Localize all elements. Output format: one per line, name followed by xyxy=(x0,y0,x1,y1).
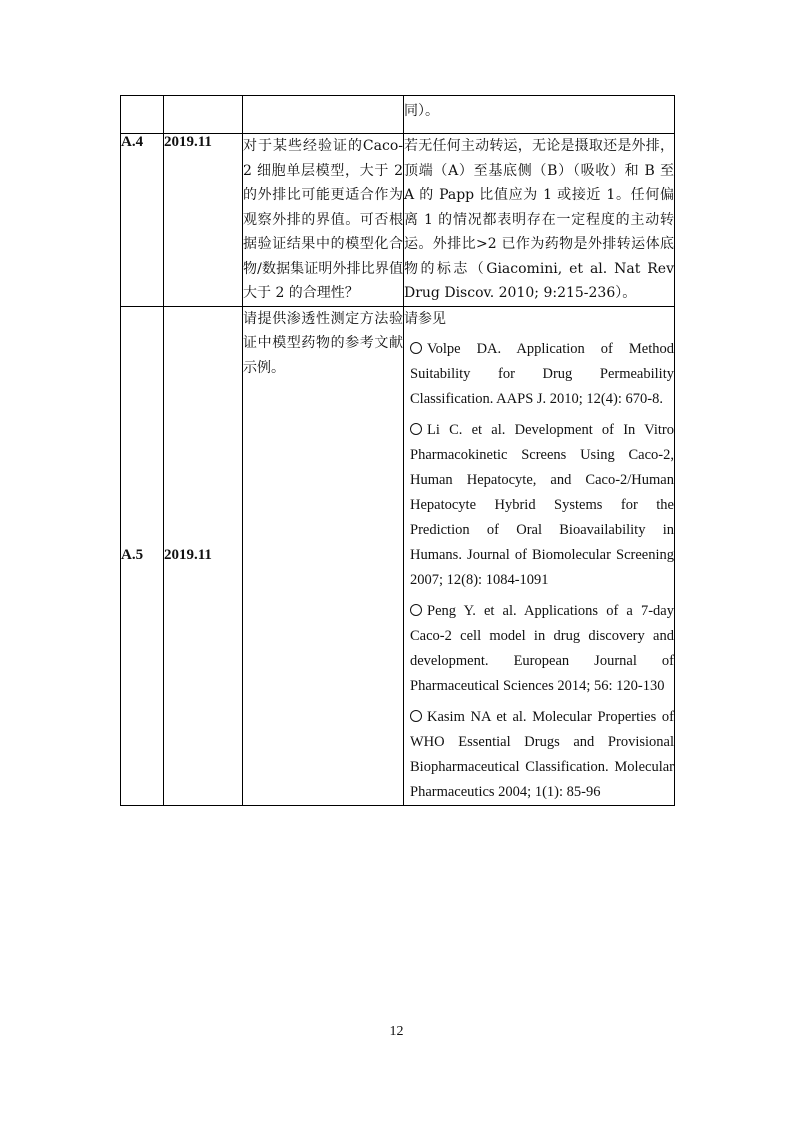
reference-item xyxy=(410,599,674,699)
row-date: 2019.11 xyxy=(164,306,243,806)
reference-item xyxy=(410,337,674,412)
row-date: 2019.11 xyxy=(164,134,243,307)
reference-text: Volpe DA. Application of Method Suitability for Drug Permeability Classification. AAPS J. 2010; 12(4): 670-8. xyxy=(410,341,674,407)
answer-intro: 请参见 xyxy=(404,310,446,327)
row-number xyxy=(121,96,164,134)
answer-cell: 若无任何主动转运，无论是摄取还是外排，顶端（A）至基底侧（B）（吸收）和 B 至 A 的 Papp 比值应为 1 或接近 1。任何偏离 1 的情况都表明存在一定程度的主动转运。外排比>2 已作为药物是外排转运体底物的标志（Giacomini, et al. Nat Rev Drug Discov. 2010; 9:215-236）。 xyxy=(404,134,675,307)
page-number: 12 xyxy=(389,1024,404,1039)
answer-cell xyxy=(404,306,675,806)
row-number: A.4 xyxy=(121,134,164,307)
question-cell: 对于某些经验证的Caco-2 细胞单层模型，大于 2 的外排比可能更适合作为观察外排的界值。可否根据验证结果中的模型化合物/数据集证明外排比界值大于 2 的合理性？ xyxy=(243,134,404,307)
table-row xyxy=(121,96,675,134)
circle-bullet-icon xyxy=(410,604,422,616)
row-number: A.5 xyxy=(121,306,164,806)
reference-text: Kasim NA et al. Molecular Properties of WHO Essential Drugs and Provisional Biopharmaceutical Classification. Molecular Pharmaceutics 2004; 1(1): 85-96 xyxy=(410,709,674,800)
reference-text: Peng Y. et al. Applications of a 7-day Caco-2 cell model in drug discovery and development. European Journal of Pharmaceutical Sciences 2014; 56: 120-130 xyxy=(410,603,674,694)
question-cell: 请提供渗透性测定方法验证中模型药物的参考文献示例。 xyxy=(243,306,404,806)
table-row xyxy=(121,306,675,806)
qa-table xyxy=(120,95,675,806)
question-cell xyxy=(243,96,404,134)
table-row xyxy=(121,134,675,307)
reference-item xyxy=(410,705,674,805)
circle-bullet-icon xyxy=(410,710,422,722)
answer-cell: 同）。 xyxy=(404,96,675,134)
circle-bullet-icon xyxy=(410,342,422,354)
reference-text: Li C. et al. Development of In Vitro Pharmacokinetic Screens Using Caco-2, Human Hepatocyte, and Caco-2/Human Hepatocyte Hybrid Systems for the Prediction of Oral Bioavailability in Humans. Journal of Biomolecular Screening 2007; 12(8): 1084-1091 xyxy=(410,422,674,588)
circle-bullet-icon xyxy=(410,423,422,435)
row-date xyxy=(164,96,243,134)
reference-item xyxy=(410,418,674,593)
